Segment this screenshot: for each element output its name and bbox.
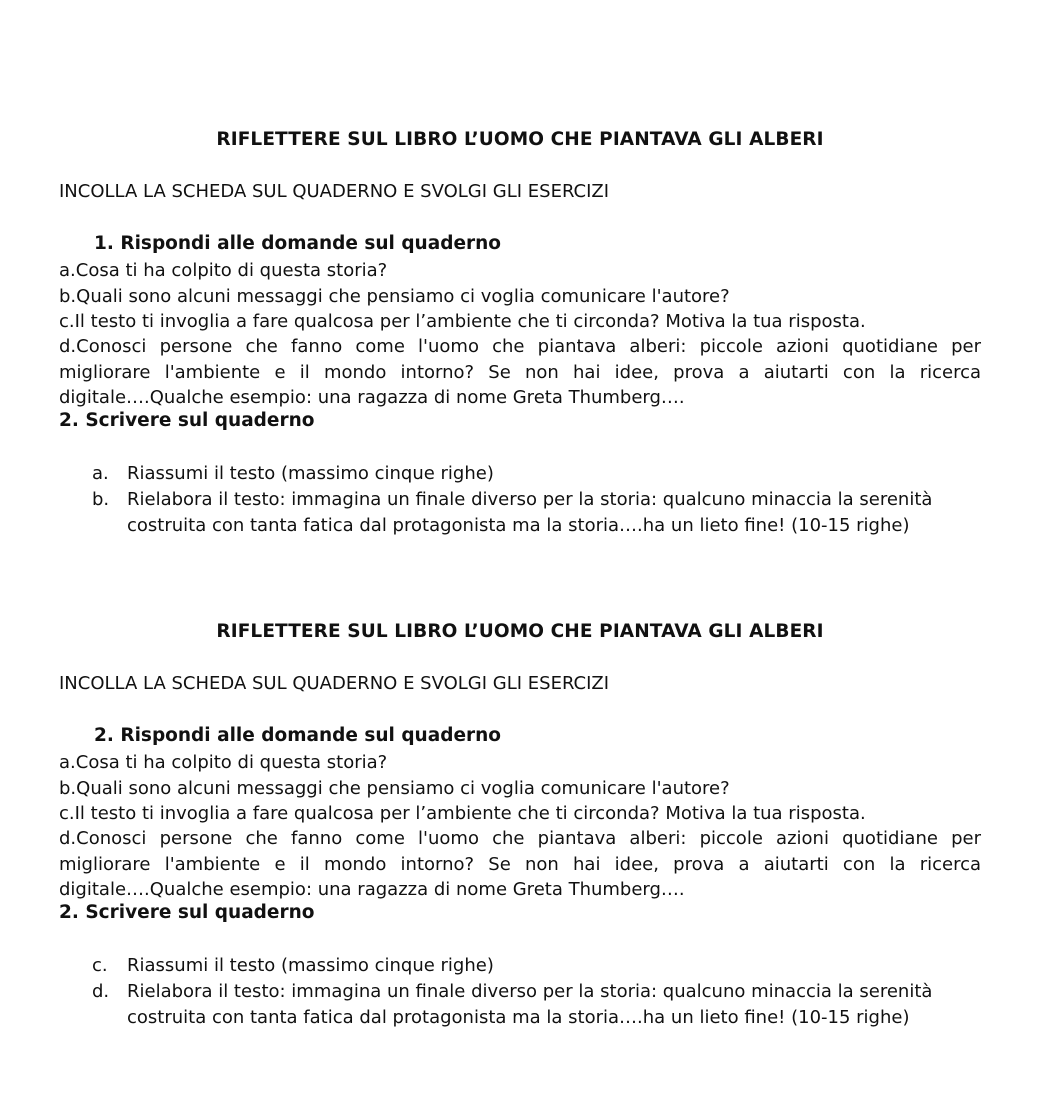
task-item bbox=[92, 953, 972, 979]
task-letter: d. bbox=[92, 981, 110, 1002]
task-letter: b. bbox=[92, 489, 110, 510]
task-item bbox=[92, 487, 972, 539]
question-a: a.Cosa ti ha colpito di questa storia? bbox=[59, 752, 388, 773]
task-text: Riassumi il testo (massimo cinque righe) bbox=[127, 463, 494, 484]
question-c: c.Il testo ti invoglia a fare qualcosa per l’ambiente che ti circonda? Motiva la tua risposta. bbox=[59, 803, 866, 824]
task-item bbox=[92, 979, 972, 1031]
question-d: d.Conosci persone che fanno come l'uomo che piantava alberi: piccole azioni quotidiane per migliorare l'ambiente e il mondo intorno? Se non hai idee, prova a aiutarti con la ricerca digitale….Qualche esempio: una ragazza di nome Greta Thumberg…. bbox=[59, 336, 981, 408]
question-c: c.Il testo ti invoglia a fare qualcosa per l’ambiente che ti circonda? Motiva la tua risposta. bbox=[59, 311, 866, 332]
task-text: Rielabora il testo: immagina un finale diverso per la storia: qualcuno minaccia la serenità costruita con tanta fatica dal protagonista ma la storia….ha un lieto fine! (10-15 righe) bbox=[127, 981, 933, 1028]
worksheet-title: RIFLETTERE SUL LIBRO L’UOMO CHE PIANTAVA GLI ALBERI bbox=[216, 621, 824, 642]
task-list bbox=[92, 461, 972, 539]
question-b: b.Quali sono alcuni messaggi che pensiamo ci voglia comunicare l'autore? bbox=[59, 778, 730, 799]
task-letter: a. bbox=[92, 463, 109, 484]
task-item bbox=[92, 461, 972, 487]
instructions-text: INCOLLA LA SCHEDA SUL QUADERNO E SVOLGI GLI ESERCIZI bbox=[59, 181, 610, 202]
task-list bbox=[92, 953, 972, 1031]
task-letter: c. bbox=[92, 955, 108, 976]
question-b: b.Quali sono alcuni messaggi che pensiamo ci voglia comunicare l'autore? bbox=[59, 286, 730, 307]
task-text: Rielabora il testo: immagina un finale diverso per la storia: qualcuno minaccia la serenità costruita con tanta fatica dal protagonista ma la storia….ha un lieto fine! (10-15 righe) bbox=[127, 489, 933, 536]
section-heading-writing: 2. Scrivere sul quaderno bbox=[59, 410, 315, 431]
section-heading-questions: 2. Rispondi alle domande sul quaderno bbox=[94, 725, 502, 746]
instructions-text: INCOLLA LA SCHEDA SUL QUADERNO E SVOLGI GLI ESERCIZI bbox=[59, 673, 610, 694]
question-a: a.Cosa ti ha colpito di questa storia? bbox=[59, 260, 388, 281]
task-text: Riassumi il testo (massimo cinque righe) bbox=[127, 955, 494, 976]
question-d: d.Conosci persone che fanno come l'uomo che piantava alberi: piccole azioni quotidiane per migliorare l'ambiente e il mondo intorno? Se non hai idee, prova a aiutarti con la ricerca digitale….Qualche esempio: una ragazza di nome Greta Thumberg…. bbox=[59, 828, 981, 900]
worksheet-title: RIFLETTERE SUL LIBRO L’UOMO CHE PIANTAVA GLI ALBERI bbox=[216, 129, 824, 150]
section-heading-questions: 1. Rispondi alle domande sul quaderno bbox=[94, 233, 502, 254]
section-heading-writing: 2. Scrivere sul quaderno bbox=[59, 902, 315, 923]
